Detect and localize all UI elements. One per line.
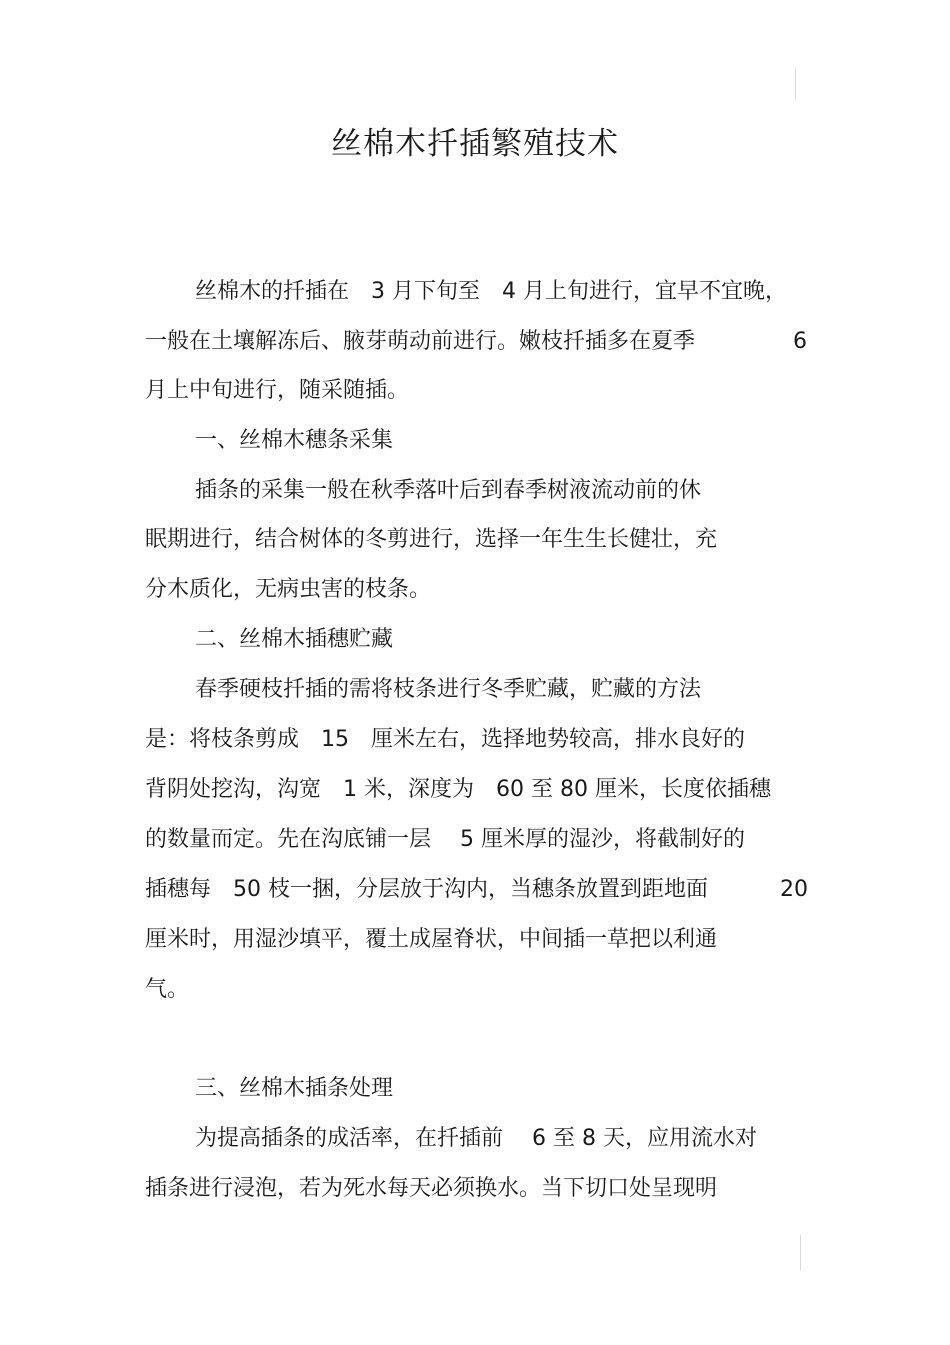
paragraph-line: 眠期进行，结合树体的冬剪进行，选择一年生生长健壮，充 (145, 527, 718, 552)
paragraph-line: 一般在土壤解冻后、腋芽萌动前进行。嫩枝扦插多在夏季 (145, 329, 696, 354)
paragraph-line: 气。 (145, 977, 190, 1002)
page-edge-mark-top (795, 68, 796, 100)
paragraph-line: 插条的采集一般在秋季落叶后到春季树液流动前的休 (195, 478, 702, 503)
paragraph-line: 的数量而定。先在沟底铺一层 5 厘米厚的湿沙，将截制好的 (145, 827, 745, 852)
paragraph-line-trailing-number: 6 (793, 329, 807, 354)
section-heading: 二、丝棉木插穗贮藏 (195, 627, 394, 652)
paragraph-line: 分木质化，无病虫害的枝条。 (145, 577, 432, 602)
paragraph-line: 插条进行浸泡，若为死水每天必须换水。当下切口处呈现明 (145, 1176, 718, 1201)
paragraph-line: 插穗每 50 枝一捆，分层放于沟内，当穗条放置到距地面 (145, 877, 708, 902)
section-heading: 一、丝棉木穗条采集 (195, 428, 394, 453)
paragraph-line: 月上中旬进行，随采随插。 (145, 378, 410, 403)
section-heading: 三、丝棉木插条处理 (195, 1076, 394, 1101)
page-edge-mark-bottom (800, 1235, 801, 1270)
paragraph-line: 丝棉木的扦插在 3 月下旬至 4 月上旬进行，宜早不宜晚， (195, 279, 787, 304)
paragraph-line: 背阴处挖沟，沟宽 1 米，深度为 60 至 80 厘米，长度依插穗 (145, 777, 771, 802)
paragraph-line: 是：将枝条剪成 15 厘米左右，选择地势较高，排水良好的 (145, 727, 745, 752)
document-title: 丝棉木扦插繁殖技术 (331, 126, 619, 162)
paragraph-line: 为提高插条的成活率，在扦插前 6 至 8 天，应用流水对 (195, 1126, 757, 1151)
paragraph-line: 春季硬枝扦插的需将枝条进行冬季贮藏，贮藏的方法 (195, 677, 702, 702)
paragraph-line-trailing-number: 20 (780, 877, 808, 902)
paragraph-line: 厘米时，用湿沙填平，覆土成屋脊状，中间插一草把以利通 (145, 927, 718, 952)
